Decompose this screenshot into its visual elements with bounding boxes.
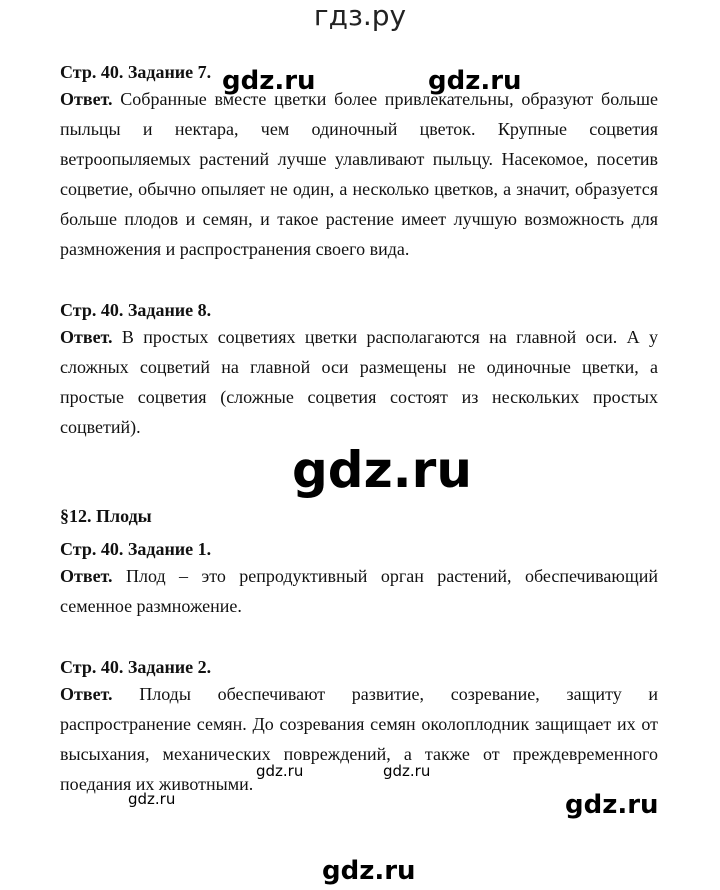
answer-text: В простых соцветиях цветки располагаются на главной оси. А у сложных соцветий на главной оси размещены не одиночные цветки, а простые соцветия (сложные соцветия состоят из нескольких простых соцветий). (60, 327, 658, 437)
task-heading: Стр. 40. Задание 2. (60, 657, 212, 677)
document-content (60, 60, 658, 799)
watermark: gdz.ru (565, 790, 659, 820)
answer-label: Ответ. (60, 684, 113, 704)
task-section (60, 504, 658, 621)
chapter-heading: §12. Плоды (60, 506, 152, 526)
answer-text: Плод – это репродуктивный орган растений, обеспечивающий семенное размножение. (60, 566, 658, 616)
watermark: gdz.ru (222, 66, 316, 96)
watermark: gdz.ru (428, 66, 522, 96)
site-title: гдз.ру (313, 0, 407, 32)
watermark: gdz.ru (383, 762, 431, 780)
task-heading: Стр. 40. Задание 1. (60, 539, 212, 559)
answer-label: Ответ. (60, 566, 113, 586)
task-heading: Стр. 40. Задание 8. (60, 300, 212, 320)
task-section (60, 655, 658, 799)
watermark: gdz.ru (256, 762, 304, 780)
task-heading: Стр. 40. Задание 7. (60, 62, 212, 82)
task-section (60, 60, 658, 264)
task-section (60, 298, 658, 442)
task-answer (60, 322, 658, 442)
task-answer (60, 561, 658, 621)
watermark: gdz.ru (128, 790, 176, 808)
answer-text: Плоды обеспечивают развитие, созревание, защиту и распространение семян. До созревания семян околоплодник защищает их от высыхания, механических повреждений, а также от преждевременного поедания их животными. (60, 684, 658, 794)
answer-label: Ответ. (60, 89, 113, 109)
answer-text: Собранные вместе цветки более привлекательны, образуют больше пыльцы и нектара, чем одиночный цветок. Крупные соцветия ветроопыляемых растений лучше улавливают пыльцу. Насекомое, посетив соцветие, обычно опыляет не один, а несколько цветков, а значит, образуется больше плодов и семян, и такое растение имеет лучшую возможность для размножения и распространения своего вида. (60, 89, 658, 259)
watermark: gdz.ru (292, 441, 472, 499)
task-answer (60, 84, 658, 264)
task-answer (60, 679, 658, 799)
watermark: gdz.ru (322, 856, 416, 886)
answer-label: Ответ. (60, 327, 113, 347)
